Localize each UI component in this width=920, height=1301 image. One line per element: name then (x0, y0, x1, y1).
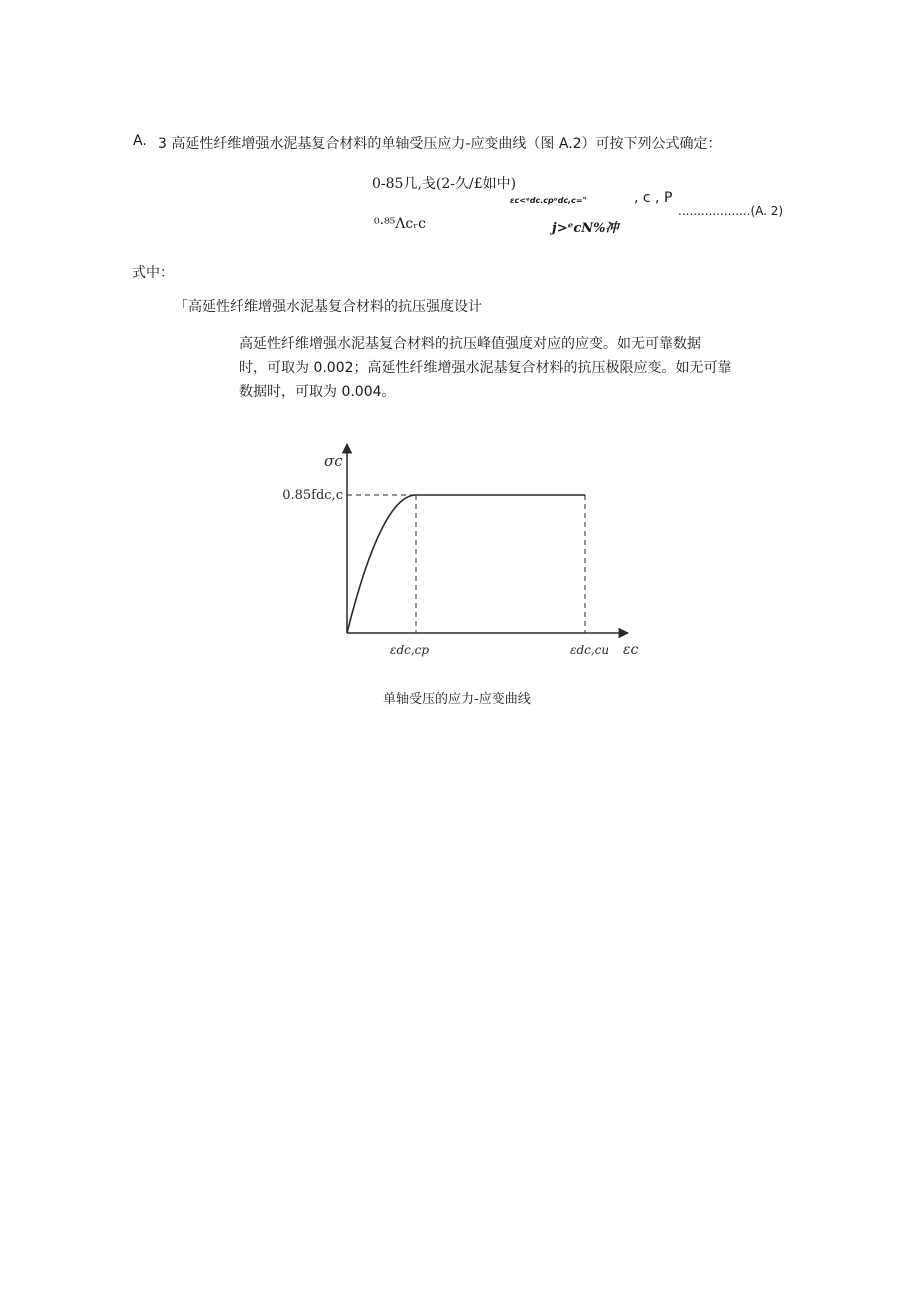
x-tick-ultimate-label: εdc,cu (570, 643, 610, 657)
y-axis-label: σc (324, 452, 343, 470)
stress-strain-curve (347, 495, 585, 633)
stress-strain-figure (280, 440, 650, 670)
definition-item: 「高延性纤维增强水泥基复合材料的抗压强度设计 (174, 299, 482, 315)
formula-separator: , c , P (634, 190, 673, 206)
definition-paragraph-line-1: 高延性纤维增强水泥基复合材料的抗压峰值强度对应的应变。如无可靠数据 (239, 336, 701, 352)
clause-number: A. (133, 133, 147, 149)
stress-strain-chart (280, 440, 650, 670)
formula-line-1: 0-85几,戋(2-久/£如中) (372, 176, 517, 192)
definition-paragraph-line-2: 时，可取为 0.002；高延性纤维增强水泥基复合材料的抗压极限应变。如无可靠 (239, 360, 732, 376)
figure-caption: 单轴受压的应力-应变曲线 (383, 692, 531, 707)
y-tick-label: 0.85fdc,c (282, 488, 343, 503)
definition-paragraph-line-3: 数据时，可取为 0.004。 (239, 384, 396, 400)
formula-line-2: ⁰·⁸⁵Λcᵣc (374, 216, 426, 232)
equation-number: ...................(A. 2) (678, 204, 784, 218)
x-axis-label: εc (623, 642, 639, 658)
formula-condition-2: j>ᵉcN%冲 (552, 221, 619, 236)
x-tick-peak-label: εdc,cp (390, 643, 430, 657)
formula-condition-1: ɛc<ᵉdc.cpᵒdc,c=" (510, 196, 587, 205)
where-label: 式中： (132, 265, 174, 281)
clause-text: 3 高延性纤维增强水泥基复合材料的单轴受压应力-应变曲线（图 A.2）可按下列公式确定： (158, 136, 722, 152)
